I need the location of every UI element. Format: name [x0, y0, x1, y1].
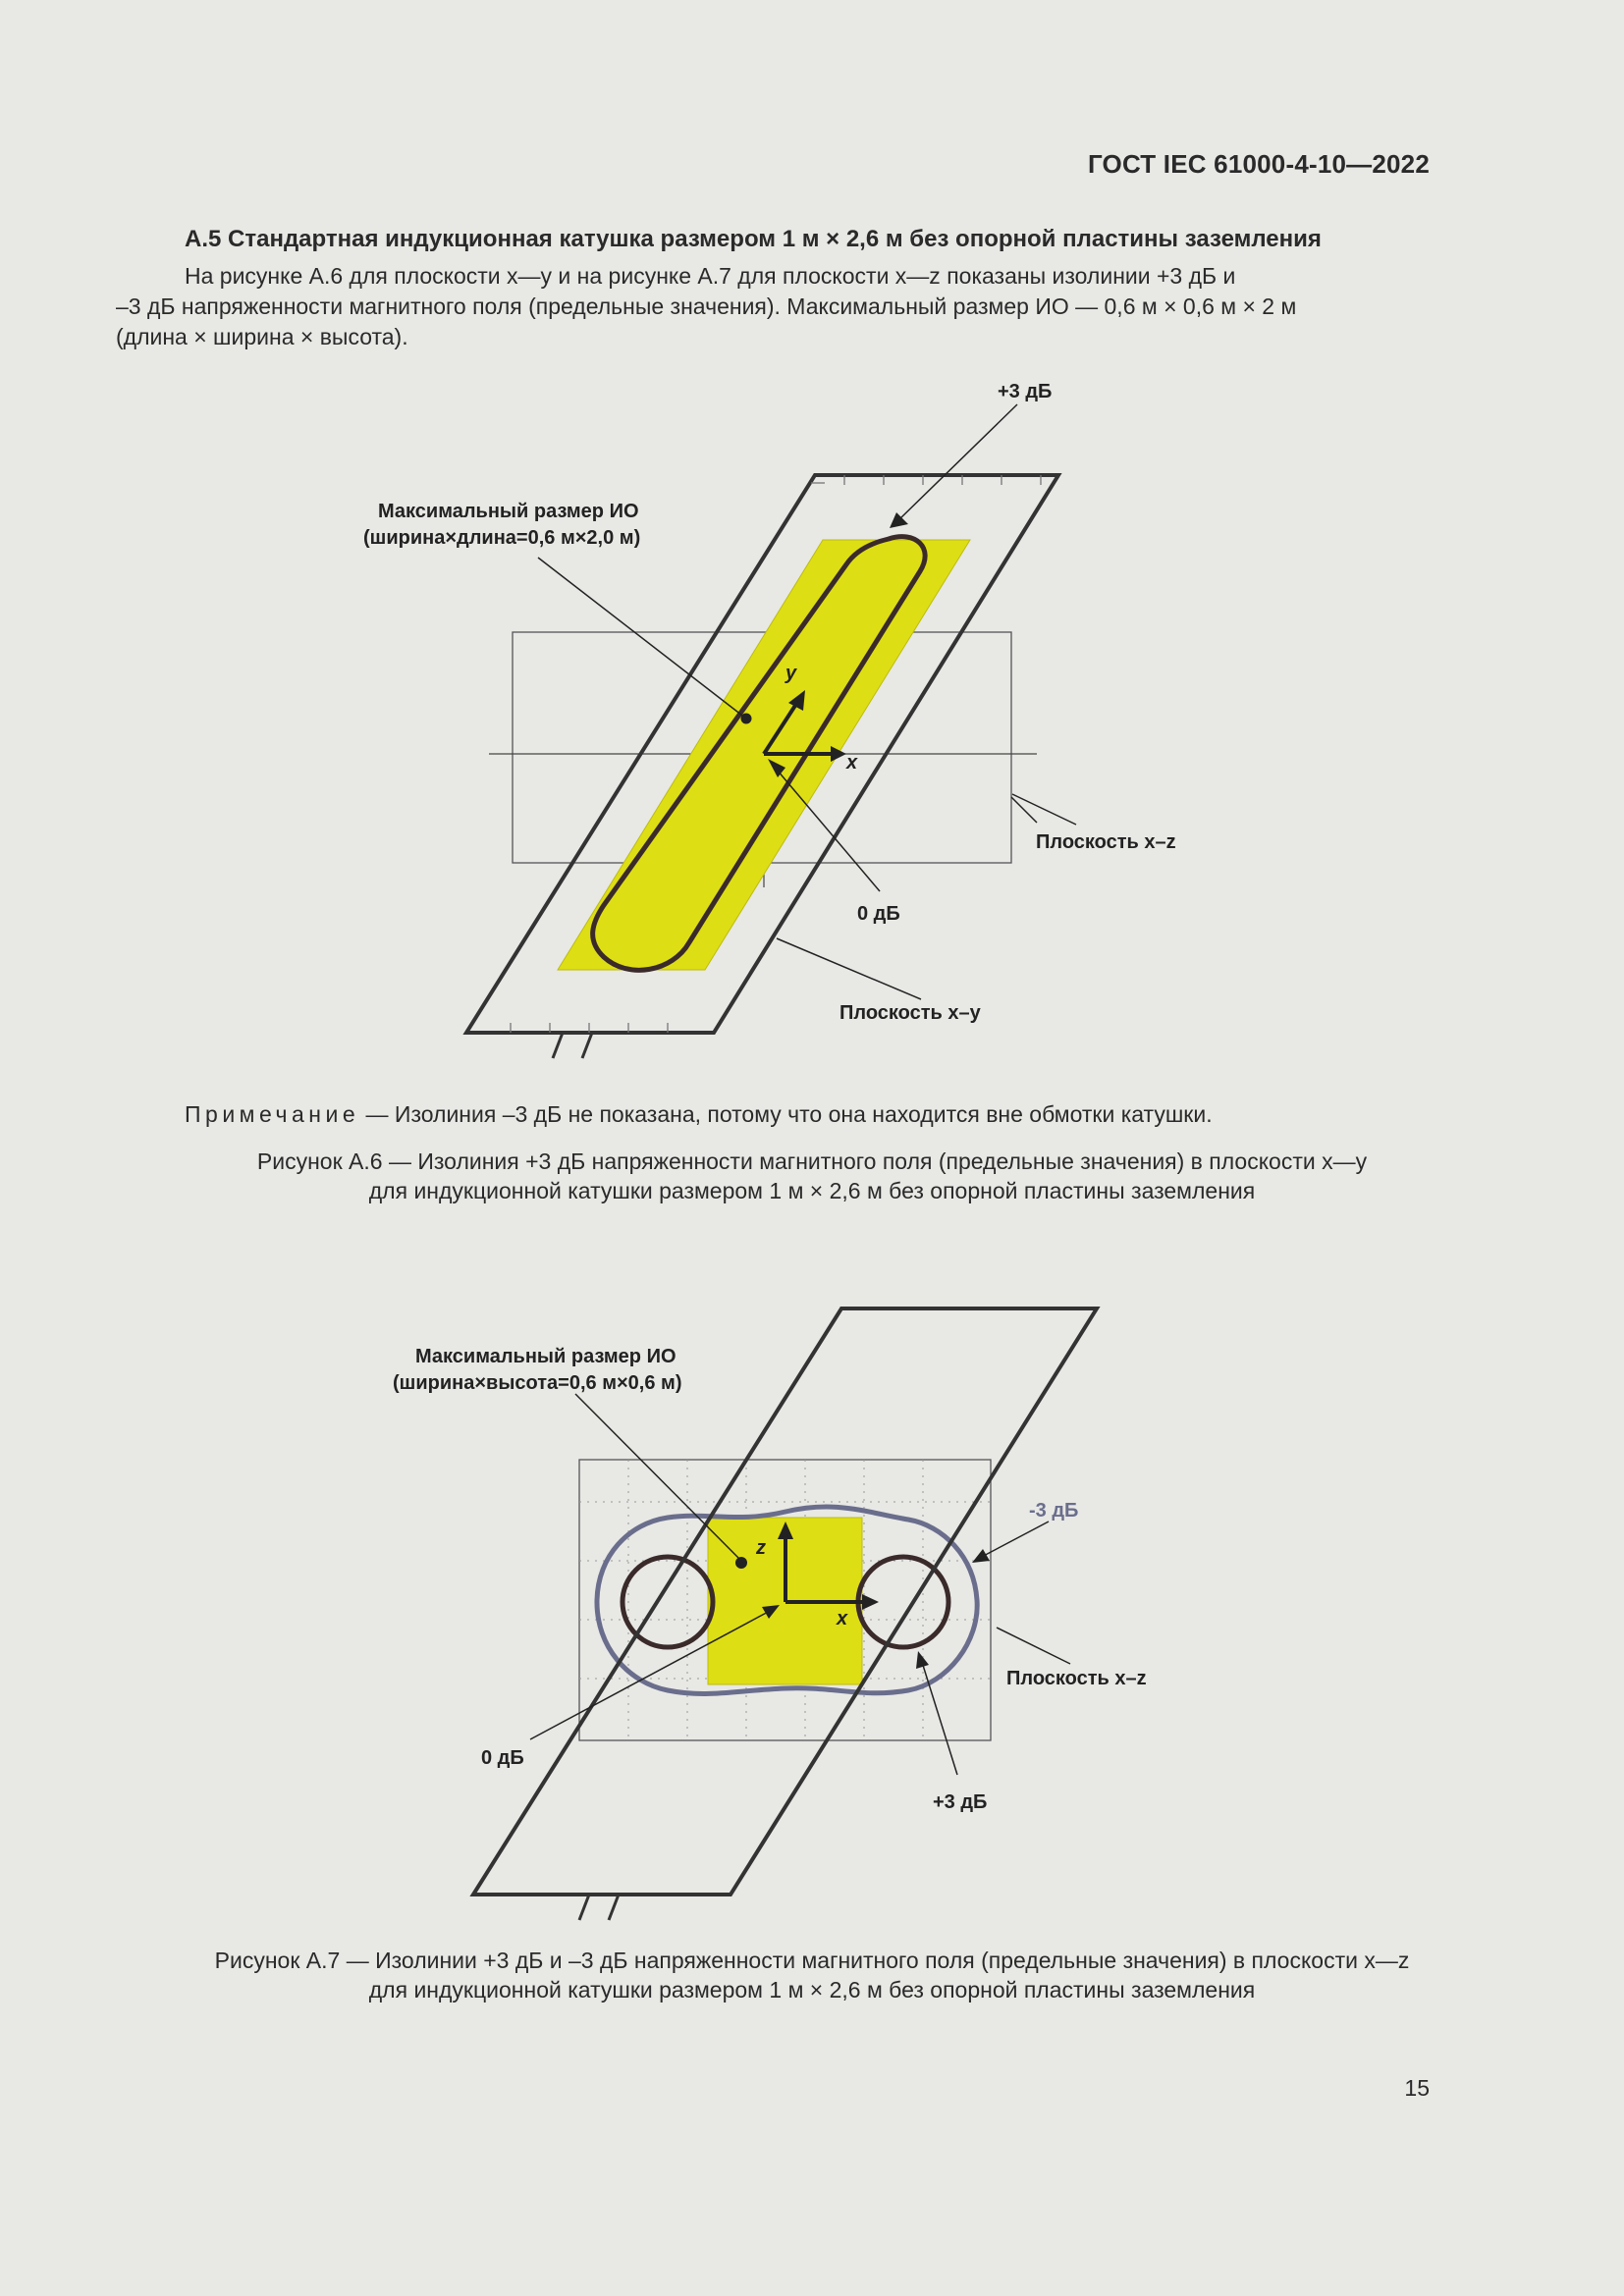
coil-lead-a7-1: [579, 1895, 589, 1920]
label-axis-x-a6: x: [846, 752, 858, 774]
label-xy-plane: Плоскость x–y: [839, 1002, 981, 1024]
max-size-dot: [741, 714, 752, 724]
paragraph-line-3: (длина × ширина × высота).: [116, 324, 408, 349]
label-axis-y: y: [785, 663, 797, 684]
minus3db-arrowhead-icon: [972, 1549, 990, 1563]
coil-lead-1: [553, 1033, 563, 1058]
caption-a7-line1: Рисунок А.7 — Изолинии +3 дБ и –3 дБ напряженности магнитного поля (предельные значения) в плоскости x—z: [214, 1948, 1410, 1973]
label-max-size-a6-line2: (ширина×длина=0,6 м×2,0 м): [363, 527, 641, 549]
label-plus3db-a6: +3 дБ: [998, 381, 1053, 402]
label-axis-x-a7: x: [837, 1608, 848, 1629]
max-size-leader-line-a7: [575, 1394, 741, 1561]
label-plus3db-a7: +3 дБ: [933, 1791, 988, 1813]
label-xz-plane-a6: Плоскость x–z: [1036, 831, 1176, 853]
label-zero-db-a6: 0 дБ: [857, 903, 900, 925]
coil-lead-2: [582, 1033, 592, 1058]
section-title: А.5 Стандартная индукционная катушка размером 1 м × 2,6 м без опорной пластины заземления: [185, 226, 1322, 252]
note-word: Примечание: [185, 1101, 360, 1127]
xz-plane-leader-line-2: [1012, 794, 1076, 825]
label-axis-z: z: [756, 1537, 766, 1559]
caption-a7-line2: для индукционной катушки размером 1 м × 2,6 м без опорной пластины заземления: [368, 1977, 1256, 2002]
page-number: 15: [1404, 2075, 1430, 2101]
x-arrowhead-icon-a7: [862, 1594, 879, 1610]
label-xz-plane-a7: Плоскость x–z: [1006, 1668, 1147, 1689]
xy-plane-leader-line: [777, 938, 921, 999]
figure-a6-note: [185, 1101, 1213, 1128]
label-zero-db-a7: 0 дБ: [481, 1747, 524, 1769]
caption-a6-line1: Рисунок А.6 — Изолиния +3 дБ напряженности магнитного поля (предельные значения) в плоскости x—y: [256, 1148, 1368, 1174]
label-max-size-a7-line2: (ширина×высота=0,6 м×0,6 м): [393, 1372, 682, 1394]
plus3db-arrowhead-icon: [890, 512, 908, 528]
figure-a7-caption: [98, 1946, 1526, 2004]
figure-a6-diagram: [363, 381, 1176, 1058]
document-id: ГОСТ IEC 61000-4-10—2022: [1087, 149, 1430, 179]
xz-plane-leader-line: [1011, 797, 1037, 823]
max-size-dot-a7: [735, 1557, 747, 1569]
label-minus3db: -3 дБ: [1029, 1500, 1079, 1522]
label-max-size-a7-line1: Максимальный размер ИО: [415, 1346, 677, 1367]
note-text: — Изолиния –3 дБ не показана, потому что она находится вне обмотки катушки.: [359, 1101, 1213, 1127]
caption-a6-line2: для индукционной катушки размером 1 м × 2,6 м без опорной пластины заземления: [368, 1178, 1256, 1203]
figure-a6-caption: [98, 1147, 1526, 1205]
plus3db-leader-line: [898, 404, 1017, 520]
paragraph-line-2: –3 дБ напряженности магнитного поля (предельные значения). Максимальный размер ИО — 0,6 м × 0,6 м × 2 м: [116, 294, 1297, 319]
xz-plane-leader-line-a7: [997, 1628, 1070, 1664]
coil-lead-a7-2: [609, 1895, 619, 1920]
paragraph-line-1: На рисунке А.6 для плоскости x—y и на рисунке А.7 для плоскости x—z показаны изолинии +3 дБ и: [185, 263, 1236, 289]
plus3db-arrowhead-icon-a7: [916, 1651, 929, 1669]
minus3db-leader-line: [978, 1522, 1049, 1559]
label-max-size-a6-line1: Максимальный размер ИО: [378, 501, 639, 522]
figure-a7-diagram: [393, 1308, 1147, 1920]
